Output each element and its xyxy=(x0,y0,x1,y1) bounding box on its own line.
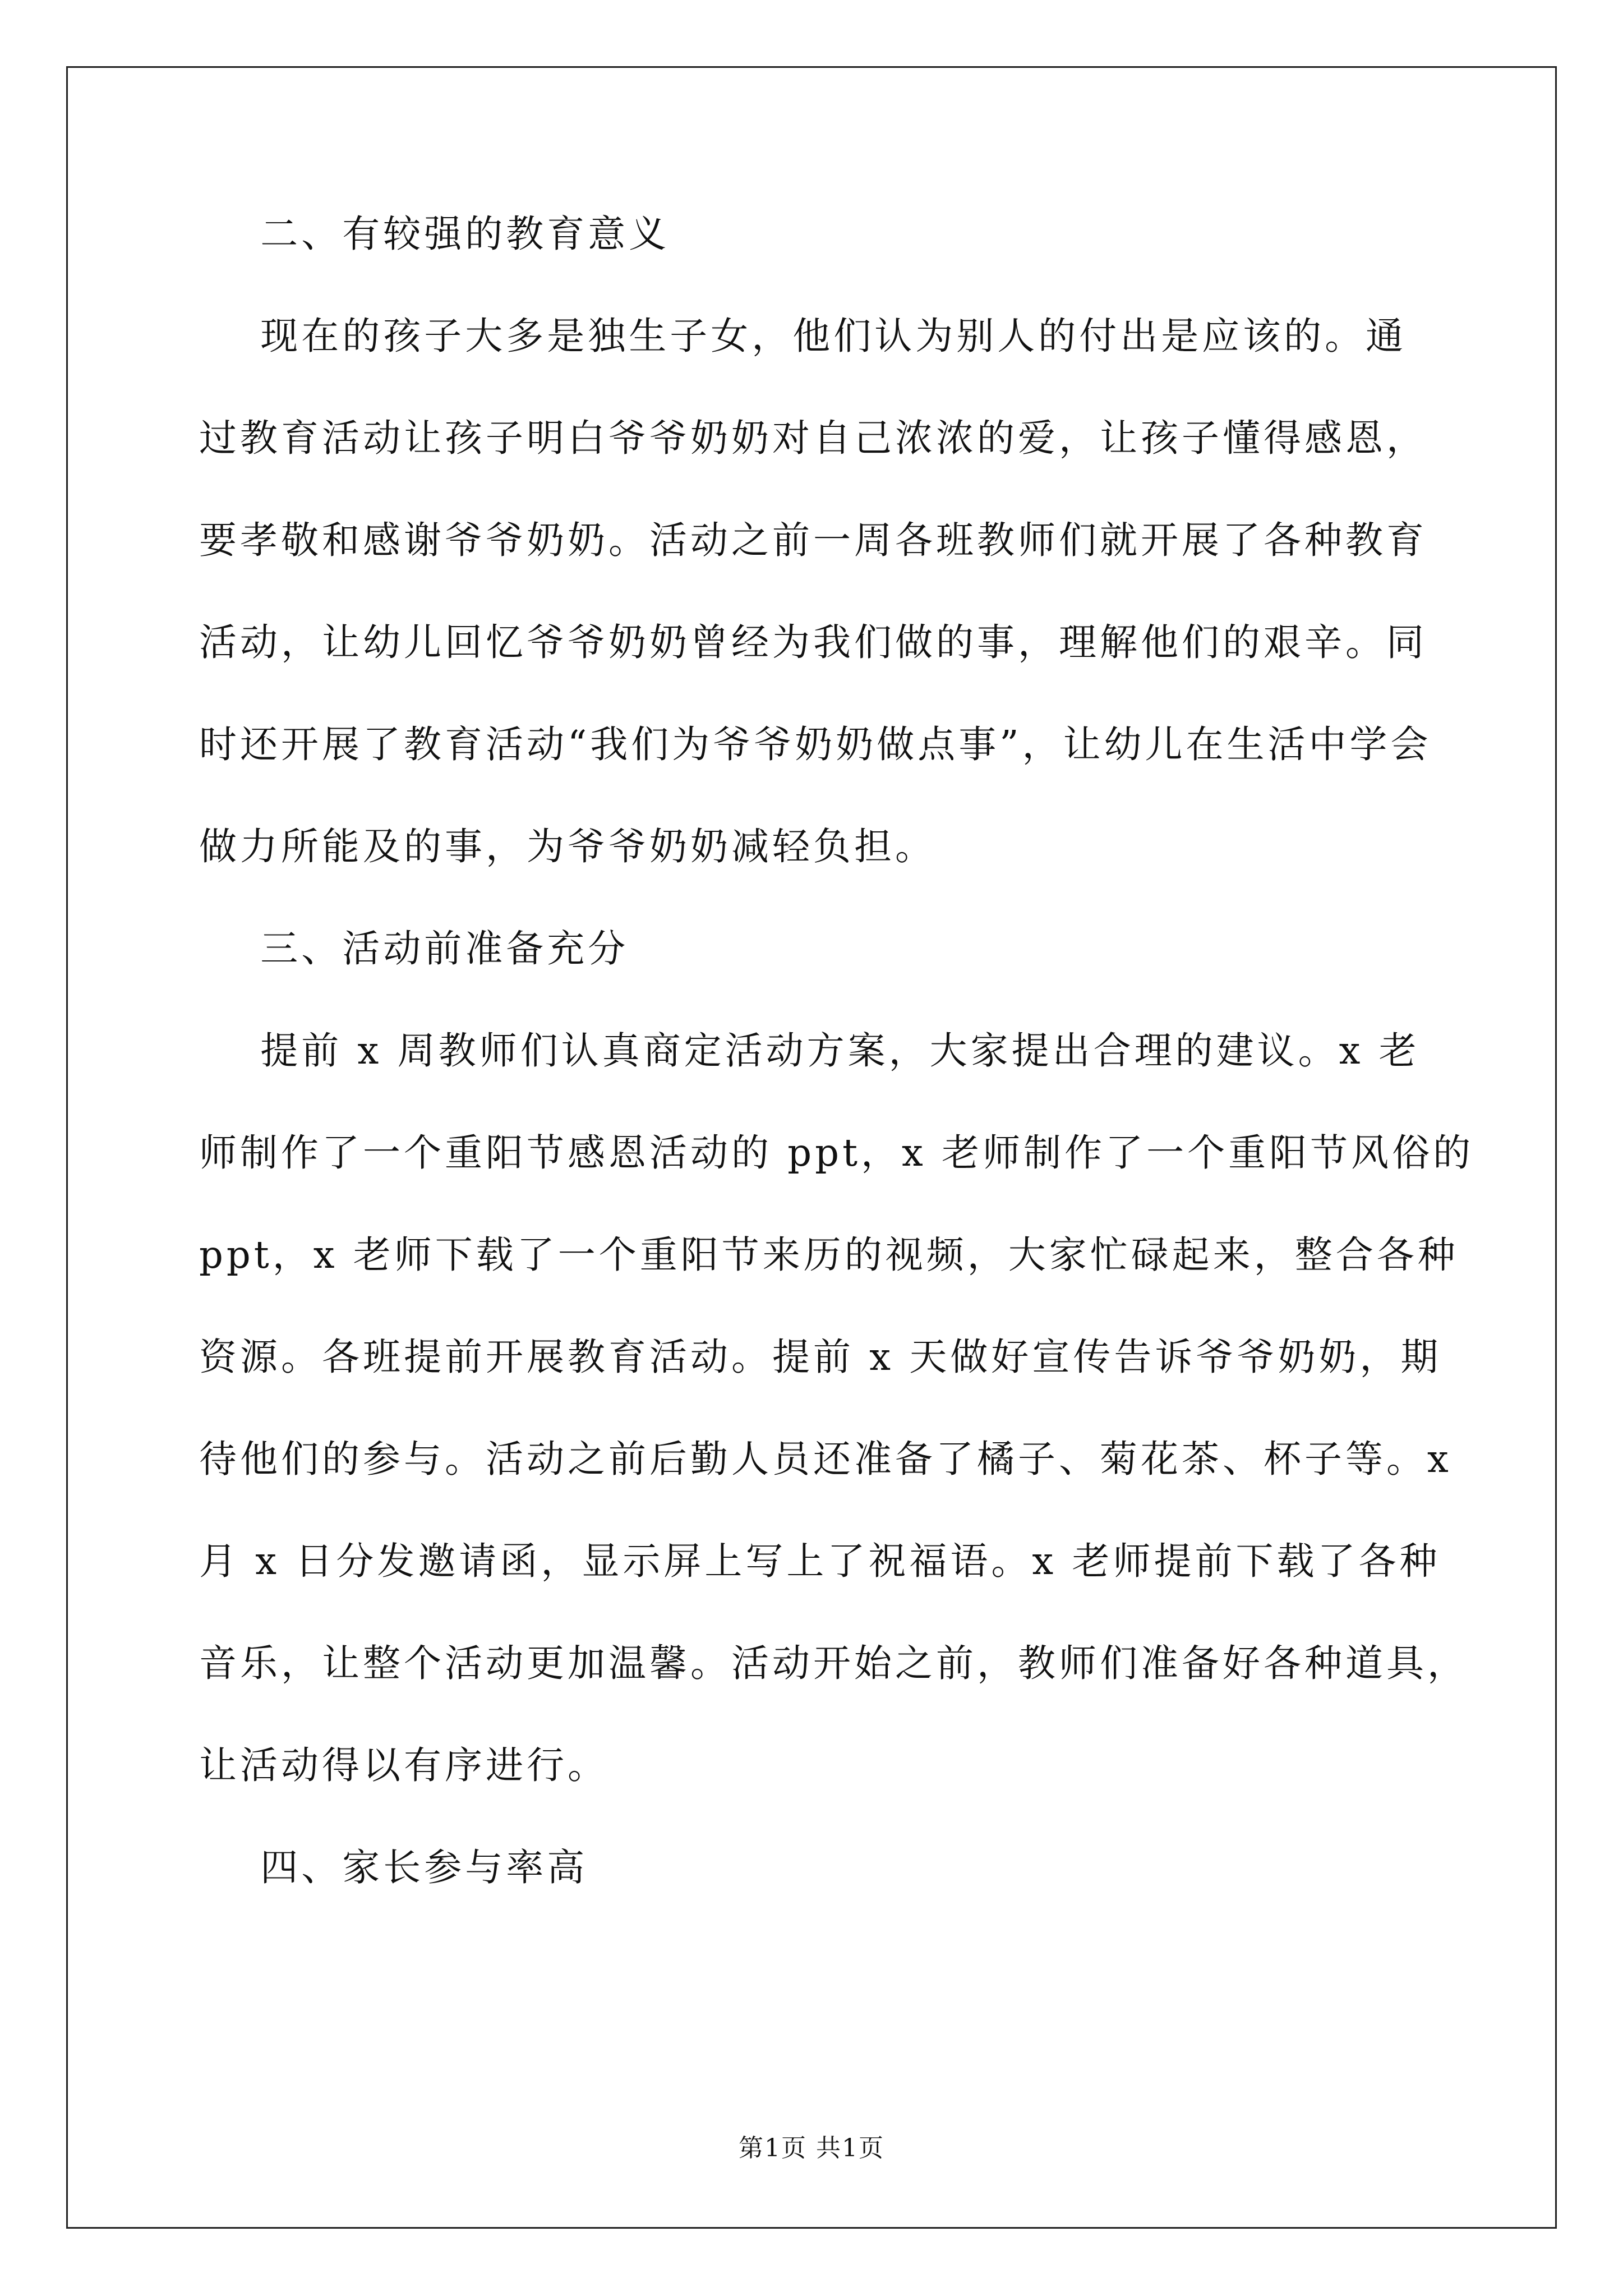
paragraph-line: 音乐，让整个活动更加温馨。活动开始之前，教师们准备好各种道具， xyxy=(199,1641,1468,1685)
paragraph-line: 资源。各班提前开展教育活动。提前 x 天做好宣传告诉爷爷奶奶，期 xyxy=(199,1335,1442,1379)
page-footer: 第1页 共1页 xyxy=(739,2134,884,2162)
paragraph-line: 师制作了一个重阳节感恩活动的 ppt，x 老师制作了一个重阳节风俗的 xyxy=(199,1131,1474,1175)
paragraph-line: 月 x 日分发邀请函，显示屏上写上了祝福语。x 老师提前下载了各种 xyxy=(199,1539,1441,1583)
paragraph-line: 待他们的参与。活动之前后勤人员还准备了橘子、菊花茶、杯子等。x xyxy=(199,1437,1452,1481)
section-heading-4: 四、家长参与率高 xyxy=(199,1846,588,1889)
paragraph-line: 要孝敬和感谢爷爷奶奶。活动之前一周各班教师们就开展了各种教育 xyxy=(199,518,1427,562)
paragraph-line: 时还开展了教育活动“我们为爷爷奶奶做点事”，让幼儿在生活中学会 xyxy=(199,723,1432,766)
paragraph-line: 提前 x 周教师们认真商定活动方案，大家提出合理的建议。x 老 xyxy=(199,1029,1420,1073)
paragraph-line: 让活动得以有序进行。 xyxy=(199,1743,608,1787)
section-heading-2: 二、有较强的教育意义 xyxy=(199,212,670,256)
section-heading-3: 三、活动前准备充分 xyxy=(199,927,629,970)
paragraph-line: ppt，x 老师下载了一个重阳节来历的视频，大家忙碌起来，整合各种 xyxy=(199,1233,1459,1277)
paragraph-line: 做力所能及的事，为爷爷奶奶减轻负担。 xyxy=(199,825,936,868)
paragraph-line: 现在的孩子大多是独生子女，他们认为别人的付出是应该的。通 xyxy=(199,314,1407,358)
paragraph-line: 活动，让幼儿回忆爷爷奶奶曾经为我们做的事，理解他们的艰辛。同 xyxy=(199,620,1427,664)
paragraph-line: 过教育活动让孩子明白爷爷奶奶对自己浓浓的爱，让孩子懂得感恩， xyxy=(199,416,1427,460)
